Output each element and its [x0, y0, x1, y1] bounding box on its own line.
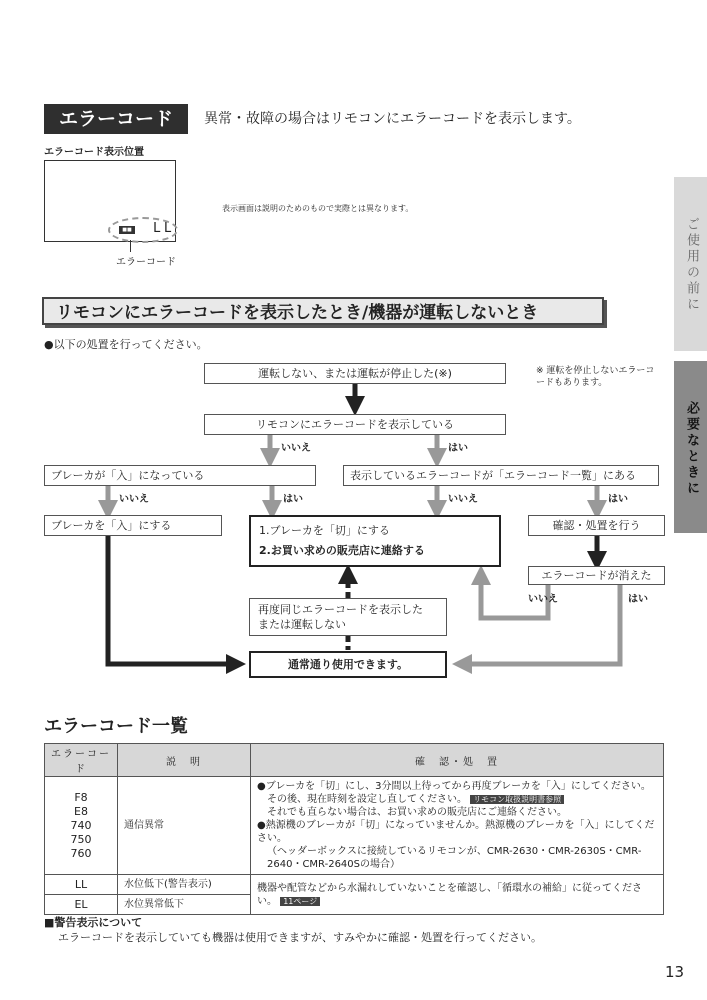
flow-node-breaker-on: ブレーカが「入」になっている: [44, 465, 316, 486]
flow-label-no: いいえ: [281, 443, 311, 454]
action-cell: [251, 777, 664, 875]
table-row: [45, 777, 664, 875]
code-value: E8: [74, 804, 88, 818]
table-header-code: エラーコード: [45, 744, 118, 777]
display-position-label: エラーコード表示位置: [44, 147, 144, 158]
flow-step-1: 1.ブレーカを「切」にする: [259, 524, 390, 537]
flow-node-not-operating: 運転しない、または運転が停止した(※): [204, 363, 506, 384]
code-value: 760: [70, 846, 92, 860]
flow-footnote: ※ 運転を停止しないエラーコードもあります。: [536, 366, 655, 388]
shared-action-text: 機器や配管などから水漏れしていないことを確認し、「循環水の補給」に従ってください。: [257, 882, 642, 907]
flow-label-yes: はい: [283, 494, 303, 505]
flow-label-no: いいえ: [528, 594, 558, 605]
flow-node-error-cleared: エラーコードが消えた: [528, 566, 665, 585]
section-title: リモコンにエラーコードを表示したとき/機器が運転しないとき: [42, 297, 604, 325]
action-line: ●ブレーカを「切」にし、3分間以上待ってから再度ブレーカを「入」にしてください。: [257, 781, 651, 792]
table-header-action: 確 認・処 置: [251, 744, 664, 777]
screen-caption: エラーコード: [116, 257, 176, 268]
flow-label-yes: はい: [608, 494, 628, 505]
flow-label-yes: はい: [448, 443, 468, 454]
flow-label-yes: はい: [628, 594, 648, 605]
action-line: それでも直らない場合は、お買い求めの販売店にご連絡ください。: [267, 807, 567, 818]
warning-text: エラーコードを表示していても機器は使用できますが、すみやかに確認・処置を行ってください。: [58, 931, 542, 944]
screen-note: 表示画面は説明のためのもので実際とは異なります。: [222, 204, 414, 213]
warning-title: ■警告表示について: [44, 916, 143, 929]
table-header-desc: 説 明: [118, 744, 251, 777]
section-header-error-code: エラーコード: [44, 104, 188, 134]
flow-step-2: 2.お買い求めの販売店に連絡する: [259, 544, 425, 557]
desc-cell: 通信異常: [118, 777, 251, 875]
code-value: 750: [70, 832, 92, 846]
error-code-table: [44, 743, 664, 915]
table-header-row: [45, 744, 664, 777]
action-line-text: その後、現在時刻を設定し直してください。: [267, 794, 467, 805]
code-value: LL: [45, 875, 118, 895]
desc-cell: 水位異常低下: [118, 895, 251, 915]
flow-node-error-displayed: リモコンにエラーコードを表示している: [204, 414, 506, 435]
flow-node-error-again-line1: 再度同じエラーコードを表示した: [258, 603, 423, 616]
page-number: 13: [665, 963, 685, 981]
flow-node-contact-dealer: [249, 515, 501, 567]
screen-badge-icon: ■■: [119, 226, 135, 234]
error-list-title: エラーコード一覧: [44, 716, 188, 737]
flow-node-turn-breaker-on: ブレーカを「入」にする: [44, 515, 222, 536]
side-tab-label: 必要なときに: [684, 401, 699, 497]
codes-cell: [45, 777, 118, 875]
code-value: 740: [70, 818, 92, 832]
table-row: [45, 875, 664, 895]
desc-cell: 水位低下(警告表示): [118, 875, 251, 895]
flow-node-code-in-list: 表示しているエラーコードが「エラーコード一覧」にある: [343, 465, 659, 486]
side-tab-label: ご使用の前に: [684, 217, 699, 313]
action-line: ●熱源機のブレーカが「切」になっていませんか。熱源機のブレーカを「入」にしてください。: [257, 820, 655, 844]
flow-node-check-action: 確認・処置を行う: [528, 515, 665, 536]
flow-label-no: いいえ: [119, 494, 149, 505]
flow-label-no: いいえ: [448, 494, 478, 505]
code-value: EL: [45, 895, 118, 915]
screen-error-code: LL: [153, 221, 175, 236]
flow-node-error-again: [249, 598, 447, 636]
flow-node-normal-use: 通常通り使用できます。: [249, 651, 447, 678]
header-description: 異常・故障の場合はリモコンにエラーコードを表示します。: [204, 111, 581, 127]
flow-node-error-again-line2: または運転しない: [258, 618, 346, 631]
code-value: F8: [74, 790, 88, 804]
shared-action-cell: [251, 875, 664, 915]
section-intro: ●以下の処置を行ってください。: [44, 338, 208, 351]
action-note: （ヘッダーボックスに接続しているリモコンが、CMR-2630・CMR-2630S・CMR-2640・CMR-2640Sの場合）: [267, 846, 642, 870]
action-line-2: [257, 793, 657, 806]
reference-tag: リモコン取扱説明書参照: [470, 795, 564, 804]
page-reference-tag: 11ページ: [280, 897, 320, 906]
